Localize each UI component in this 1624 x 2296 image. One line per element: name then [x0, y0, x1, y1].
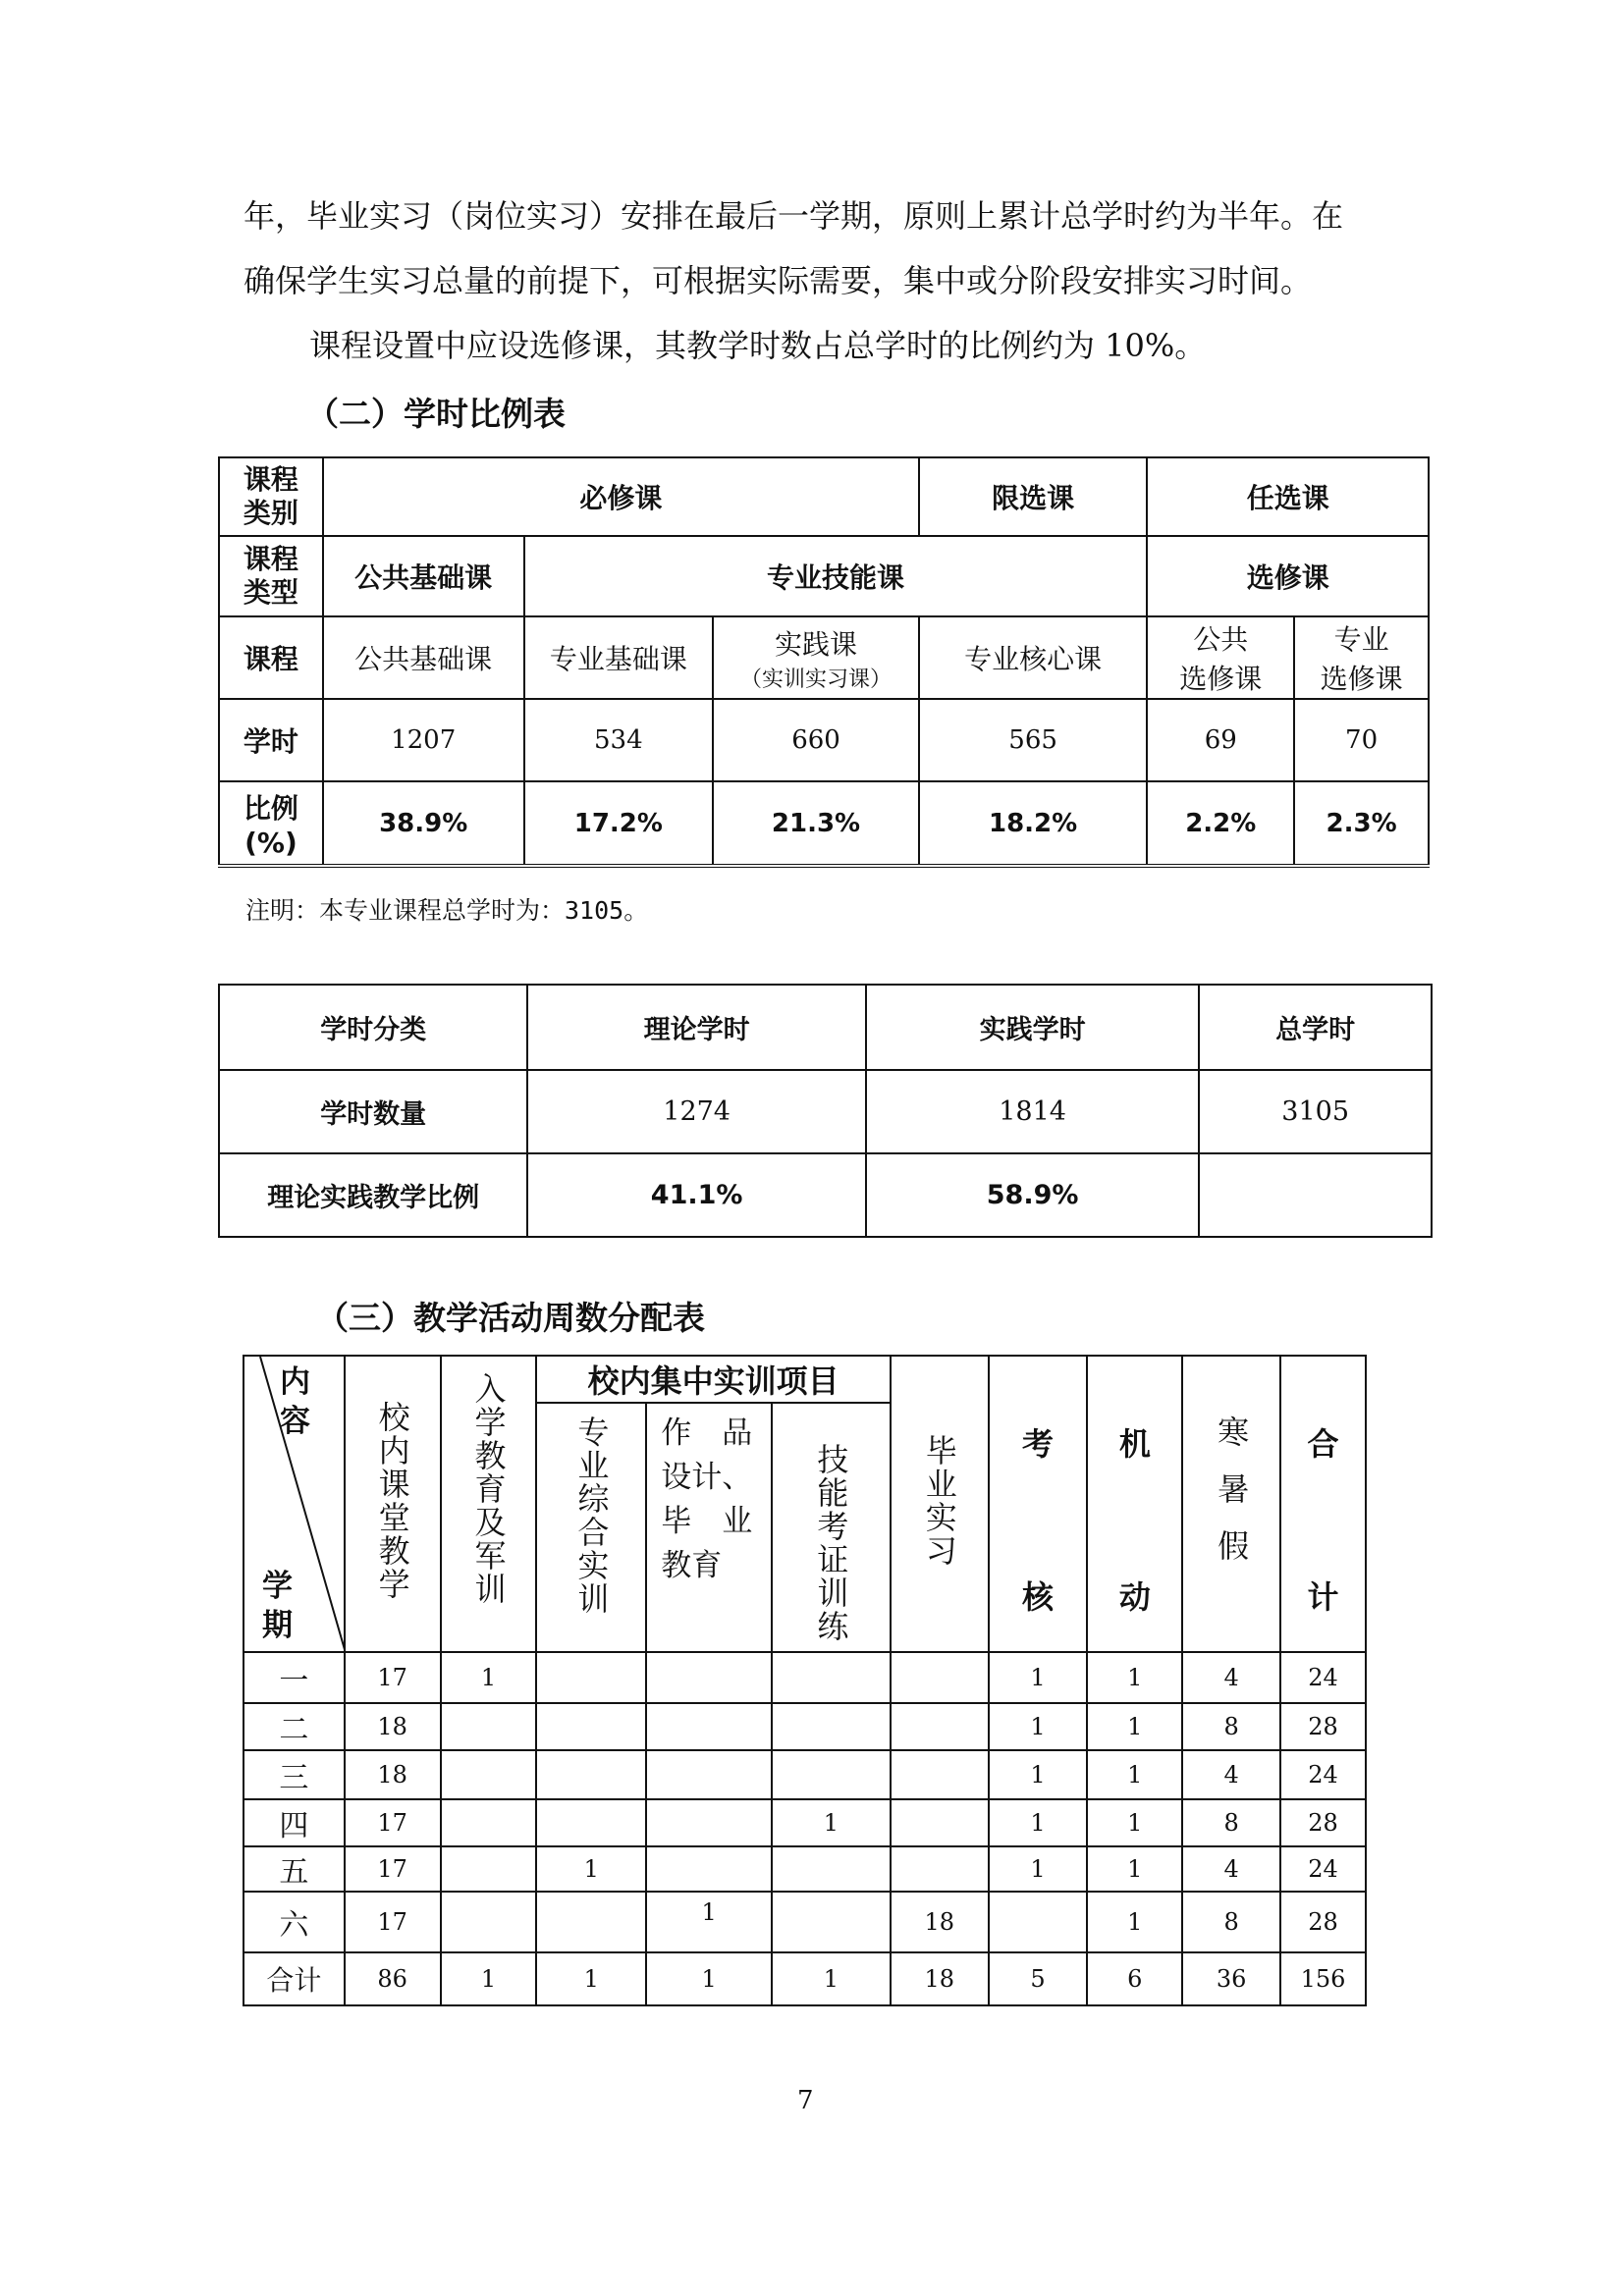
ratio-cell: 17.2% — [524, 781, 714, 866]
week-cell: 4 — [1182, 1846, 1280, 1892]
course-practice — [713, 616, 919, 699]
total-hours-note: 注明：本专业课程总学时为：3105。 — [245, 896, 649, 925]
week-cell: 28 — [1280, 1799, 1366, 1846]
section-2-title: （二）学时比例表 — [306, 395, 566, 433]
total-cell: 6 — [1087, 1952, 1182, 2005]
flexible-header-a: 机 — [1118, 1425, 1151, 1463]
week-cell: 1 — [536, 1846, 646, 1892]
week-cell — [772, 1892, 891, 1952]
hours-row-label: 学时 — [219, 699, 323, 781]
corner-cell — [244, 1356, 345, 1652]
week-cell: 1 — [989, 1652, 1088, 1703]
flexible-header — [1087, 1356, 1182, 1652]
term-label: 五 — [244, 1846, 345, 1892]
week-cell — [646, 1703, 772, 1750]
week-cell: 8 — [1182, 1703, 1280, 1750]
total-cell: 1 — [441, 1952, 537, 2005]
public-basic-type: 公共基础课 — [323, 536, 524, 616]
week-cell: 1 — [1087, 1750, 1182, 1799]
term-label: 二 — [244, 1703, 345, 1750]
training-group-header: 校内集中实训项目 — [536, 1356, 890, 1403]
week-cell: 17 — [345, 1652, 441, 1703]
week-cell — [772, 1703, 891, 1750]
course-professional-core: 专业核心课 — [919, 616, 1148, 699]
hours-cell: 534 — [524, 699, 714, 781]
ratio-cell: 18.2% — [919, 781, 1148, 866]
course-public-elective-a: 公共 — [1193, 623, 1249, 656]
practice-ratio-value: 58.9% — [866, 1153, 1199, 1237]
ratio-row-label — [219, 781, 323, 866]
corner-bottom-b: 期 — [262, 1608, 293, 1643]
week-cell: 4 — [1182, 1652, 1280, 1703]
total-header-b: 计 — [1307, 1578, 1339, 1616]
exam-header-a: 考 — [1022, 1425, 1055, 1463]
week-cell — [646, 1846, 772, 1892]
week-cell: 17 — [345, 1799, 441, 1846]
week-cell: 24 — [1280, 1750, 1366, 1799]
week-cell — [536, 1892, 646, 1952]
works-design-a: 作 品 — [661, 1415, 753, 1452]
term-label: 四 — [244, 1799, 345, 1846]
course-type-label: 课程类型 — [219, 536, 323, 616]
theory-hours-value: 1274 — [527, 1070, 865, 1153]
skill-type: 专业技能课 — [524, 536, 1148, 616]
week-cell — [891, 1750, 989, 1799]
total-ratio-value — [1199, 1153, 1432, 1237]
week-cell — [536, 1750, 646, 1799]
classroom-header-text: 校内课堂教学 — [373, 1401, 411, 1601]
week-cell: 24 — [1280, 1846, 1366, 1892]
hours-cell: 660 — [713, 699, 919, 781]
ratio-label: 理论实践教学比例 — [219, 1153, 527, 1237]
ratio-cell: 21.3% — [713, 781, 919, 866]
week-cell — [772, 1750, 891, 1799]
total-hours-value: 3105 — [1199, 1070, 1432, 1153]
corner-top-b: 容 — [280, 1404, 310, 1439]
total-cell: 1 — [646, 1952, 772, 2005]
total-cell: 86 — [345, 1952, 441, 2005]
optional-course-header: 任选课 — [1147, 457, 1429, 536]
entry-education-header-text: 入学教育及军训 — [469, 1372, 508, 1606]
corner-top-a: 内 — [280, 1364, 310, 1400]
exam-header-b: 核 — [1022, 1578, 1055, 1616]
works-design-header — [646, 1403, 772, 1652]
week-cell: 17 — [345, 1846, 441, 1892]
week-cell: 28 — [1280, 1892, 1366, 1952]
week-cell — [441, 1750, 537, 1799]
week-cell: 24 — [1280, 1652, 1366, 1703]
term-label: 六 — [244, 1892, 345, 1952]
internship-header — [891, 1356, 989, 1652]
total-header-a: 合 — [1307, 1425, 1339, 1463]
works-design-d: 教育 — [661, 1548, 723, 1584]
works-design-b: 设计、 — [661, 1460, 753, 1496]
internship-header-text: 毕业实习 — [920, 1434, 958, 1568]
week-cell: 1 — [1087, 1799, 1182, 1846]
exam-header — [989, 1356, 1088, 1652]
required-course-header: 必修课 — [323, 457, 919, 536]
course-professional-basic: 专业基础课 — [524, 616, 714, 699]
hours-cell: 565 — [919, 699, 1148, 781]
week-cell — [441, 1703, 537, 1750]
course-public-elective-b: 选修课 — [1179, 663, 1263, 695]
week-cell: 1 — [1087, 1703, 1182, 1750]
week-cell — [441, 1799, 537, 1846]
week-cell: 1 — [989, 1846, 1088, 1892]
week-cell: 28 — [1280, 1703, 1366, 1750]
flexible-header-b: 动 — [1118, 1578, 1151, 1616]
week-cell: 1 — [441, 1652, 537, 1703]
course-practice-sub: （实训实习课） — [740, 667, 893, 692]
ratio-cell: 2.3% — [1294, 781, 1429, 866]
week-cell: 1 — [772, 1799, 891, 1846]
total-cell: 1 — [536, 1952, 646, 2005]
paragraph-line-1: 年，毕业实习（岗位实习）安排在最后一学期，原则上累计总学时约为半年。在 — [244, 197, 1344, 235]
theory-hours-header: 理论学时 — [527, 985, 865, 1070]
total-row-label: 合计 — [244, 1952, 345, 2005]
week-cell — [772, 1652, 891, 1703]
week-cell: 1 — [989, 1750, 1088, 1799]
total-hours-header: 总学时 — [1199, 985, 1432, 1070]
comprehensive-training-header-text: 专业综合实训 — [572, 1415, 611, 1617]
hours-category-header: 学时分类 — [219, 985, 527, 1070]
ratio-cell: 38.9% — [323, 781, 524, 866]
skill-certificate-header-text: 技能考证训练 — [812, 1443, 850, 1644]
elective-type: 选修课 — [1147, 536, 1429, 616]
week-cell: 18 — [345, 1750, 441, 1799]
paragraph-line-2: 确保学生实习总量的前提下，可根据实际需要，集中或分阶段安排实习时间。 — [244, 262, 1313, 299]
total-header — [1280, 1356, 1366, 1652]
week-cell — [891, 1799, 989, 1846]
week-cell — [891, 1652, 989, 1703]
total-cell: 156 — [1280, 1952, 1366, 2005]
week-cell: 1 — [646, 1892, 772, 1952]
total-cell: 36 — [1182, 1952, 1280, 2005]
holiday-header-text: 寒暑假 — [1213, 1415, 1251, 1586]
term-label: 一 — [244, 1652, 345, 1703]
ratio-cell: 2.2% — [1147, 781, 1294, 866]
week-cell — [536, 1652, 646, 1703]
course-professional-elective-b: 选修课 — [1320, 663, 1403, 695]
paragraph-line-3: 课程设置中应设选修课，其教学时数占总学时的比例约为 10%。 — [309, 327, 1207, 364]
total-cell: 5 — [989, 1952, 1088, 2005]
week-cell: 8 — [1182, 1892, 1280, 1952]
course-public-basic: 公共基础课 — [323, 616, 524, 699]
hours-count-label: 学时数量 — [219, 1070, 527, 1153]
theory-practice-table — [218, 984, 1433, 1238]
course-professional-elective — [1294, 616, 1429, 699]
ratio-label-a: 比例 — [243, 792, 298, 825]
limited-course-header: 限选课 — [919, 457, 1148, 536]
week-cell — [891, 1846, 989, 1892]
week-cell — [646, 1750, 772, 1799]
course-public-elective — [1147, 616, 1294, 699]
practice-hours-header: 实践学时 — [866, 985, 1199, 1070]
hours-cell: 69 — [1147, 699, 1294, 781]
course-category-label: 课程类别 — [219, 457, 323, 536]
week-cell: 8 — [1182, 1799, 1280, 1846]
works-design-c: 毕 业 — [661, 1504, 753, 1540]
corner-bottom-a: 学 — [262, 1569, 293, 1604]
week-cell — [989, 1892, 1088, 1952]
course-row-label: 课程 — [219, 616, 323, 699]
total-cell: 18 — [891, 1952, 989, 2005]
week-cell: 17 — [345, 1892, 441, 1952]
hours-ratio-table — [218, 456, 1430, 868]
holiday-header — [1182, 1356, 1280, 1652]
week-cell: 18 — [345, 1703, 441, 1750]
ratio-label-b: (%) — [244, 827, 298, 859]
section-3-title: （三）教学活动周数分配表 — [316, 1299, 705, 1337]
skill-certificate-header — [772, 1403, 891, 1652]
hours-cell: 1207 — [323, 699, 524, 781]
week-cell — [536, 1799, 646, 1846]
theory-ratio-value: 41.1% — [527, 1153, 865, 1237]
week-cell: 1 — [1087, 1652, 1182, 1703]
course-practice-label: 实践课 — [775, 627, 858, 661]
practice-hours-value: 1814 — [866, 1070, 1199, 1153]
hours-cell: 70 — [1294, 699, 1429, 781]
week-cell — [646, 1799, 772, 1846]
week-cell: 1 — [1087, 1892, 1182, 1952]
classroom-header — [345, 1356, 441, 1652]
week-cell: 1 — [989, 1799, 1088, 1846]
week-cell — [891, 1703, 989, 1750]
week-cell — [772, 1846, 891, 1892]
weeks-allocation-table — [243, 1355, 1367, 2006]
week-cell — [536, 1703, 646, 1750]
comprehensive-training-header — [536, 1403, 646, 1652]
week-cell — [646, 1652, 772, 1703]
entry-education-header — [441, 1356, 537, 1652]
course-professional-elective-a: 专业 — [1333, 623, 1389, 656]
week-cell — [441, 1892, 537, 1952]
week-cell: 1 — [1087, 1846, 1182, 1892]
page-number: 7 — [797, 2086, 814, 2115]
week-cell: 18 — [891, 1892, 989, 1952]
week-cell — [441, 1846, 537, 1892]
week-cell: 4 — [1182, 1750, 1280, 1799]
term-label: 三 — [244, 1750, 345, 1799]
total-cell: 1 — [772, 1952, 891, 2005]
week-cell: 1 — [989, 1703, 1088, 1750]
